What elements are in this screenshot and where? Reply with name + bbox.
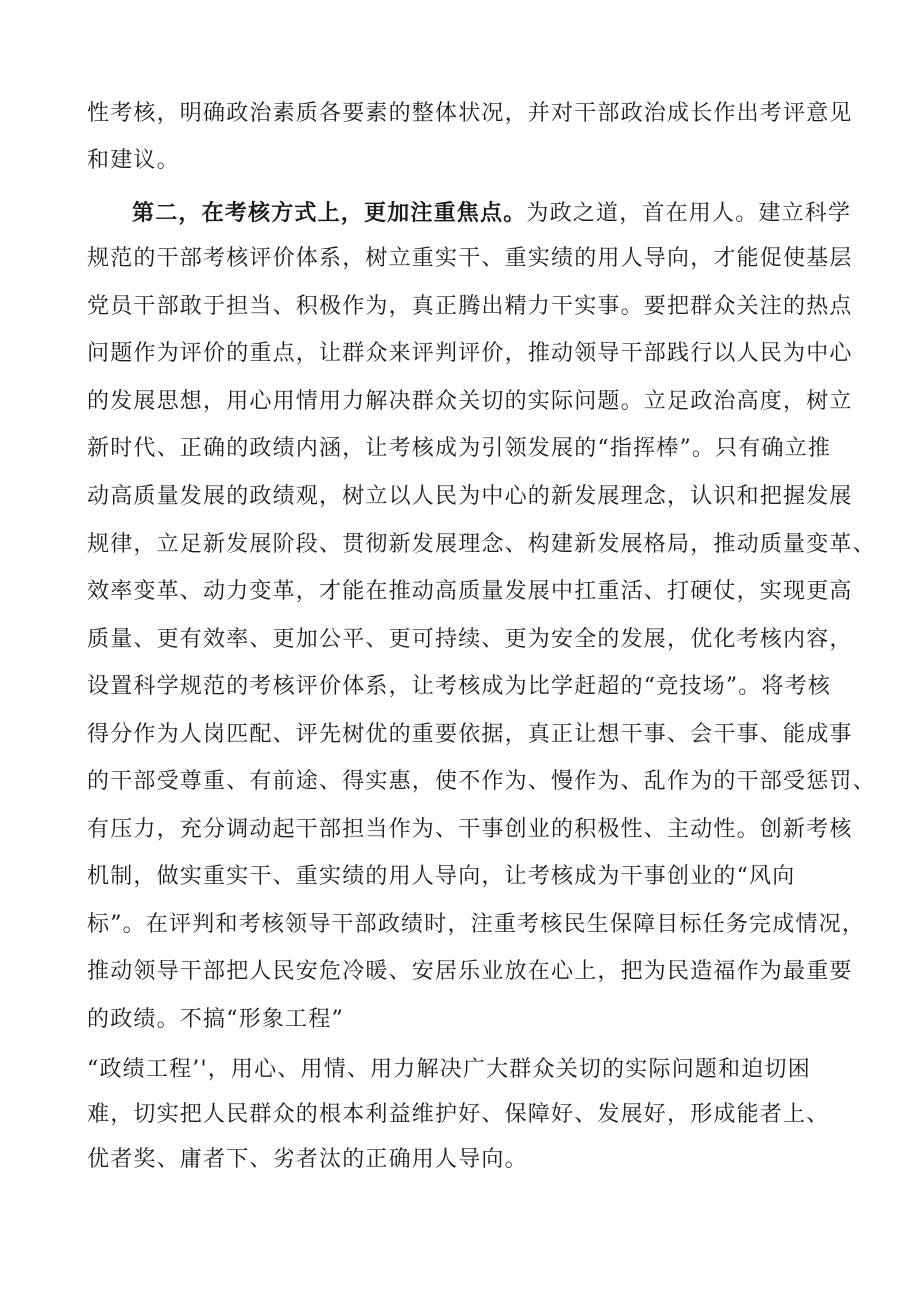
paragraph-lead: 为政之道，首在用人。建立科学 xyxy=(526,201,852,226)
text-line: 新时代、正确的政绩内涵，让考核成为引领发展的“指挥棒”。只有确立推 xyxy=(87,436,832,461)
text-line: 设置科学规范的考核评价体系，让考核成为比学赶超的“竞技场”。将考核 xyxy=(87,674,832,699)
text-line: 党员干部敢于担当、积极作为，真正腾出精力干实事。要把群众关注的热点 xyxy=(87,294,853,319)
text-line: 有压力，充分调动起干部担当作为、干事创业的积极性、主动性。创新考核 xyxy=(87,817,853,842)
text-line: 质量、更有效率、更加公平、更可持续、更为安全的发展，优化考核内容， xyxy=(87,627,853,652)
text-line: 标”。在评判和考核领导干部政绩时，注重考核民生保障目标任务完成情况， xyxy=(87,912,866,937)
text-line: 规律，立足新发展阶段、贯彻新发展理念、构建新发展格局，推动质量变革、 xyxy=(87,532,876,557)
text-line: 效率变革、动力变革，才能在推动高质量发展中扛重活、打硬仗，实现更高 xyxy=(87,579,853,604)
text-line: 推动领导干部把人民安危冷暖、安居乐业放在心上，把为民造福作为最重要 xyxy=(87,959,853,984)
text-line: 的干部受尊重、有前途、得实惠，使不作为、慢作为、乱作为的干部受惩罚、 xyxy=(87,769,876,794)
text-line: 难，切实把人民群众的根本利益维护好、保障好、发展好，形成能者上、 xyxy=(87,1102,830,1127)
text-line: 优者奖、庸者下、劣者汰的正确用人导向。 xyxy=(87,1147,528,1172)
text-line: 的发展思想，用心用情用力解决群众关切的实际问题。立足政治高度，树立 xyxy=(87,389,853,414)
text-line: “政绩工程’'，用心、用情、用力解决广大群众关切的实际问题和迫切困 xyxy=(87,1057,811,1082)
text-line: 的政绩。不搞“形象工程” xyxy=(87,1007,344,1032)
text-line: 得分作为人岗匹配、评先树优的重要依据，真正让想干事、会干事、能成事 xyxy=(87,722,853,747)
text-line: 性考核，明确政治素质各要素的整体状况，并对干部政治成长作出考评意见 xyxy=(87,101,853,126)
text-line: 问题作为评价的重点，让群众来评判评价，推动领导干部践行以人民为中心 xyxy=(87,341,853,366)
paragraph-2-first-line xyxy=(132,198,851,229)
text-line: 机制，做实重实干、重实绩的用人导向，让考核成为干事创业的“风向 xyxy=(87,864,796,889)
text-line: 规范的干部考核评价体系，树立重实干、重实绩的用人导向，才能促使基层 xyxy=(87,246,853,271)
text-line: 和建议。 xyxy=(87,148,180,173)
text-line: 动高质量发展的政绩观，树立以人民为中心的新发展理念，认识和把握发展 xyxy=(87,484,853,509)
paragraph-heading: 第二，在考核方式上，更加注重焦点。 xyxy=(132,200,527,226)
